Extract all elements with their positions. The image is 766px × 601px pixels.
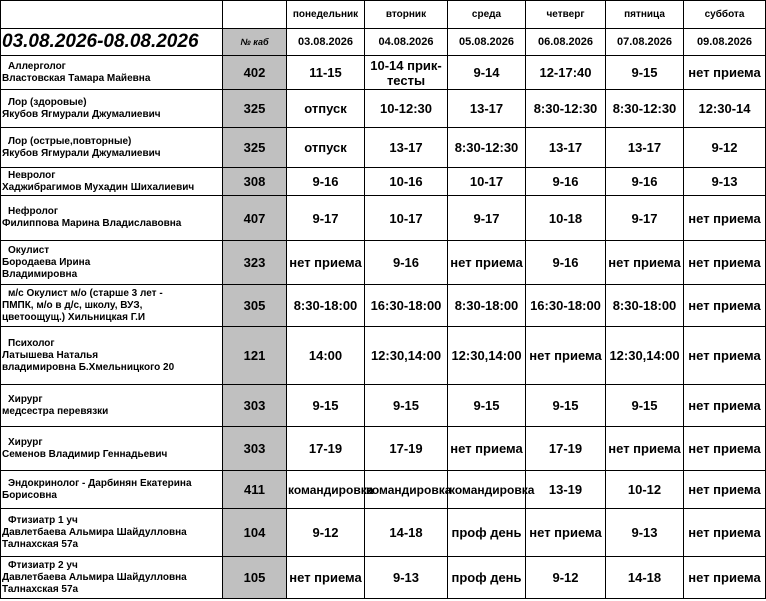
table-row bbox=[1, 196, 766, 241]
hours-cell: 10-12 bbox=[606, 471, 684, 509]
doctor-cell bbox=[1, 385, 223, 427]
hours-cell: командировка bbox=[287, 471, 365, 509]
hours-cell: 9-12 bbox=[526, 557, 606, 599]
room-number: 325 bbox=[223, 90, 287, 128]
hours-cell: 8:30-18:00 bbox=[606, 285, 684, 327]
hours-cell: 11-15 bbox=[287, 56, 365, 90]
specialty-label: Фтизиатр 1 уч bbox=[8, 514, 78, 526]
hours-cell: 10-18 bbox=[526, 196, 606, 241]
hours-cell: нет приема bbox=[448, 241, 526, 285]
hours-cell: командировка bbox=[365, 471, 448, 509]
doctor-cell bbox=[1, 427, 223, 471]
doctor-name-line2: владимировна Б.Хмельницкого 20 bbox=[2, 361, 175, 373]
doctor-name: Семенов Владимир Геннадьевич bbox=[2, 448, 168, 460]
dates-row bbox=[1, 29, 766, 56]
hours-cell: 16:30-18:00 bbox=[365, 285, 448, 327]
hours-cell: 12:30,14:00 bbox=[606, 327, 684, 385]
table-row bbox=[1, 509, 766, 557]
date-cell: 09.08.2026 bbox=[684, 29, 766, 56]
doctor-cell bbox=[1, 196, 223, 241]
doctor-cell bbox=[1, 471, 223, 509]
specialty-label: Эндокринолог - Дарбинян Екатерина bbox=[8, 477, 192, 489]
hours-cell: проф день bbox=[448, 509, 526, 557]
room-number: 407 bbox=[223, 196, 287, 241]
doctor-name: Якубов Ягмурали Джумалиевич bbox=[2, 147, 161, 159]
hours-cell: 14-18 bbox=[606, 557, 684, 599]
doctor-name: Властовская Тамара Майевна bbox=[2, 72, 151, 84]
doctor-name: Бородаева Ирина bbox=[2, 256, 91, 268]
hours-cell: 9-16 bbox=[606, 168, 684, 196]
table-row bbox=[1, 285, 766, 327]
day-name: пятница bbox=[606, 1, 684, 29]
table-row bbox=[1, 168, 766, 196]
doctor-cell bbox=[1, 168, 223, 196]
hours-cell: нет приема bbox=[684, 509, 766, 557]
hours-cell: 13-17 bbox=[448, 90, 526, 128]
hours-cell: 9-14 bbox=[448, 56, 526, 90]
doctor-name: Латышева Наталья bbox=[2, 349, 99, 361]
hours-cell: 13-17 bbox=[526, 128, 606, 168]
specialty-label: Хирург bbox=[8, 393, 43, 405]
table-row bbox=[1, 557, 766, 599]
hours-cell: 8:30-12:30 bbox=[448, 128, 526, 168]
hours-cell: нет приема bbox=[684, 241, 766, 285]
room-number: 303 bbox=[223, 385, 287, 427]
table-row bbox=[1, 90, 766, 128]
doctor-name: Борисовна bbox=[2, 489, 57, 501]
specialty-label: Невролог bbox=[8, 169, 56, 181]
hours-cell: 9-15 bbox=[448, 385, 526, 427]
doctor-cell bbox=[1, 327, 223, 385]
hours-cell: 10-17 bbox=[365, 196, 448, 241]
room-number: 121 bbox=[223, 327, 287, 385]
hours-cell: проф день bbox=[448, 557, 526, 599]
hours-cell: нет приема bbox=[684, 471, 766, 509]
date-cell: 04.08.2026 bbox=[365, 29, 448, 56]
date-cell: 06.08.2026 bbox=[526, 29, 606, 56]
doctor-cell bbox=[1, 509, 223, 557]
hours-cell: нет приема bbox=[448, 427, 526, 471]
table-row bbox=[1, 327, 766, 385]
doctor-cell bbox=[1, 56, 223, 90]
hours-cell: нет приема bbox=[684, 56, 766, 90]
hours-cell: отпуск bbox=[287, 128, 365, 168]
table-row bbox=[1, 427, 766, 471]
specialty-label: Лор (здоровые) bbox=[8, 96, 87, 108]
hours-cell: 14:00 bbox=[287, 327, 365, 385]
room-number: 303 bbox=[223, 427, 287, 471]
hours-cell: 8:30-18:00 bbox=[287, 285, 365, 327]
doctor-cell bbox=[1, 90, 223, 128]
hours-cell: 13-17 bbox=[365, 128, 448, 168]
hours-cell: нет приема bbox=[606, 427, 684, 471]
doctor-name: Хаджибрагимов Мухадин Шихалиевич bbox=[2, 181, 195, 193]
hours-cell: 9-17 bbox=[287, 196, 365, 241]
hours-cell: нет приема bbox=[526, 327, 606, 385]
hours-cell: 9-16 bbox=[526, 168, 606, 196]
table-row bbox=[1, 471, 766, 509]
specialty-label: Окулист bbox=[8, 244, 50, 256]
room-number: 323 bbox=[223, 241, 287, 285]
hours-cell: 14-18 bbox=[365, 509, 448, 557]
hours-cell: 9-13 bbox=[684, 168, 766, 196]
doctor-name: Филиппова Марина Владиславовна bbox=[2, 218, 182, 229]
hours-cell: 9-12 bbox=[287, 509, 365, 557]
specialty-label: Фтизиатр 2 уч bbox=[8, 559, 78, 571]
room-number: 402 bbox=[223, 56, 287, 90]
hours-cell: 12:30,14:00 bbox=[365, 327, 448, 385]
hours-cell: 9-15 bbox=[606, 56, 684, 90]
doctor-cell bbox=[1, 285, 223, 327]
date-cell: 03.08.2026 bbox=[287, 29, 365, 56]
hours-cell: 9-13 bbox=[606, 509, 684, 557]
specialty-label: Аллерголог bbox=[8, 60, 66, 72]
table-row bbox=[1, 241, 766, 285]
period-title: 03.08.2026-08.08.2026 bbox=[1, 29, 223, 56]
hours-cell: нет приема bbox=[684, 427, 766, 471]
room-header: № каб bbox=[223, 29, 287, 56]
table-row bbox=[1, 385, 766, 427]
hours-cell: нет приема bbox=[684, 385, 766, 427]
hours-cell: нет приема bbox=[684, 196, 766, 241]
doctor-cell bbox=[1, 241, 223, 285]
hours-cell: командировка bbox=[448, 471, 526, 509]
hours-cell: 10-16 bbox=[365, 168, 448, 196]
room-corner-cell bbox=[223, 1, 287, 29]
hours-cell: нет приема bbox=[684, 327, 766, 385]
hours-cell: 9-15 bbox=[365, 385, 448, 427]
table-row bbox=[1, 128, 766, 168]
day-name: понедельник bbox=[287, 1, 365, 29]
hours-cell: нет приема bbox=[526, 509, 606, 557]
corner-cell bbox=[1, 1, 223, 29]
hours-cell: 9-15 bbox=[287, 385, 365, 427]
room-number: 325 bbox=[223, 128, 287, 168]
doctor-name: Давлетбаева Альмира Шайдулловна bbox=[2, 571, 187, 583]
hours-cell: 17-19 bbox=[365, 427, 448, 471]
hours-cell: 8:30-12:30 bbox=[526, 90, 606, 128]
hours-cell: 13-17 bbox=[606, 128, 684, 168]
hours-cell: нет приема bbox=[287, 241, 365, 285]
day-name: вторник bbox=[365, 1, 448, 29]
doctor-name-line2: Владимировна bbox=[2, 268, 78, 280]
room-number: 411 bbox=[223, 471, 287, 509]
hours-cell: 12-17:40 bbox=[526, 56, 606, 90]
doctor-name: Давлетбаева Альмира Шайдулловна bbox=[2, 526, 187, 538]
doctor-name-line2: цветоощущ.) Хильницкая Г.И bbox=[2, 311, 146, 323]
doctor-name: ПМПК, м/о в д/с, школу, ВУЗ, bbox=[2, 299, 143, 311]
doctor-name-line2: Талнахская 57а bbox=[2, 583, 79, 595]
specialty-label: Нефролог bbox=[8, 206, 58, 217]
hours-cell: 9-15 bbox=[606, 385, 684, 427]
table-row bbox=[1, 56, 766, 90]
hours-cell: 8:30-18:00 bbox=[448, 285, 526, 327]
hours-cell: отпуск bbox=[287, 90, 365, 128]
hours-cell: 9-17 bbox=[606, 196, 684, 241]
hours-cell: 10-12:30 bbox=[365, 90, 448, 128]
hours-cell: 8:30-12:30 bbox=[606, 90, 684, 128]
hours-cell: 9-16 bbox=[526, 241, 606, 285]
hours-cell: нет приема bbox=[684, 285, 766, 327]
specialty-label: Психолог bbox=[8, 337, 55, 349]
hours-cell: 16:30-18:00 bbox=[526, 285, 606, 327]
hours-cell: 10-17 bbox=[448, 168, 526, 196]
hours-cell: 9-16 bbox=[365, 241, 448, 285]
hours-cell: 10-14 прик-тесты bbox=[365, 56, 448, 90]
date-cell: 07.08.2026 bbox=[606, 29, 684, 56]
hours-cell: 13-19 bbox=[526, 471, 606, 509]
specialty-label: м/с Окулист м/о (старше 3 лет - bbox=[8, 287, 163, 299]
hours-cell: нет приема bbox=[287, 557, 365, 599]
room-number: 305 bbox=[223, 285, 287, 327]
doctor-name-line2: Талнахская 57а bbox=[2, 538, 79, 550]
doctor-name: медсестра перевязки bbox=[2, 405, 109, 417]
room-number: 105 bbox=[223, 557, 287, 599]
date-cell: 05.08.2026 bbox=[448, 29, 526, 56]
doctor-cell bbox=[1, 557, 223, 599]
hours-cell: 9-15 bbox=[526, 385, 606, 427]
hours-cell: 9-12 bbox=[684, 128, 766, 168]
day-name: четверг bbox=[526, 1, 606, 29]
hours-cell: нет приема bbox=[606, 241, 684, 285]
day-names-row bbox=[1, 1, 766, 29]
doctor-cell bbox=[1, 128, 223, 168]
hours-cell: 17-19 bbox=[287, 427, 365, 471]
specialty-label: Хирург bbox=[8, 436, 43, 448]
doctor-name: Якубов Ягмурали Джумалиевич bbox=[2, 108, 161, 120]
hours-cell: 17-19 bbox=[526, 427, 606, 471]
hours-cell: 9-17 bbox=[448, 196, 526, 241]
room-number: 308 bbox=[223, 168, 287, 196]
room-number: 104 bbox=[223, 509, 287, 557]
hours-cell: 12:30,14:00 bbox=[448, 327, 526, 385]
hours-cell: 12:30-14 bbox=[684, 90, 766, 128]
specialty-label: Лор (острые,повторные) bbox=[8, 135, 132, 147]
hours-cell: нет приема bbox=[684, 557, 766, 599]
hours-cell: 9-13 bbox=[365, 557, 448, 599]
hours-cell: 9-16 bbox=[287, 168, 365, 196]
day-name: среда bbox=[448, 1, 526, 29]
day-name: суббота bbox=[684, 1, 766, 29]
